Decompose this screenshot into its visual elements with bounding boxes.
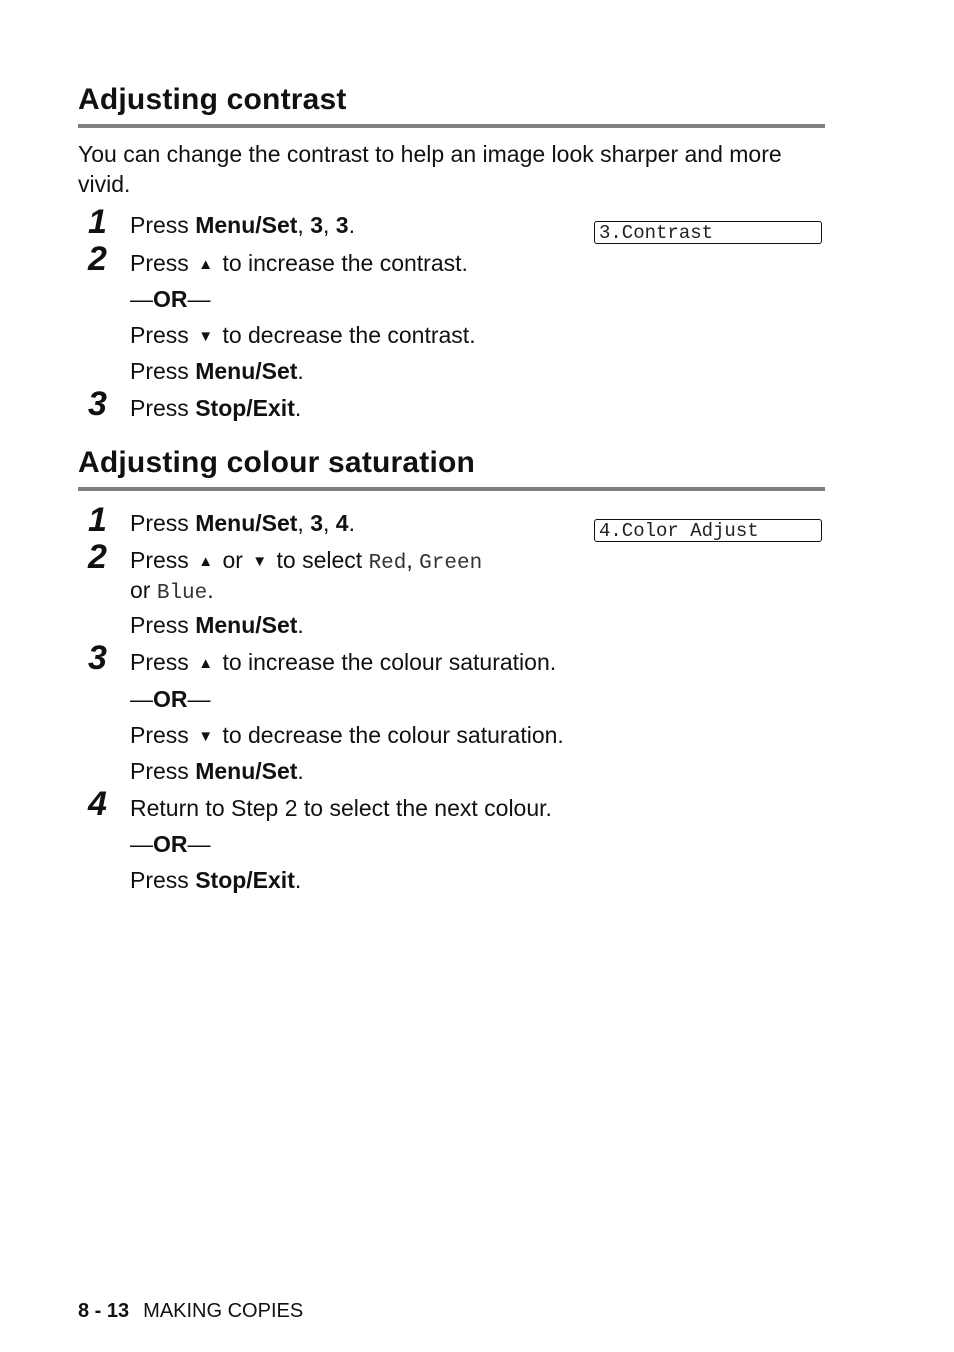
step-line: Return to Step 2 to select the next colour.: [130, 795, 552, 821]
down-arrow-icon: ▼: [198, 328, 214, 345]
step-number: 3: [88, 385, 107, 423]
page-footer: [78, 1300, 303, 1323]
step-line: Press Menu/Set.: [130, 358, 304, 384]
step-number: 1: [88, 501, 107, 539]
step-line: Press Menu/Set, 3, 4.: [130, 510, 355, 536]
lcd-display-color-adjust: 4.Color Adjust: [594, 519, 822, 542]
up-arrow-icon: ▲: [198, 655, 214, 672]
step-line: or Blue.: [130, 577, 214, 605]
section-name: MAKING COPIES: [143, 1300, 304, 1322]
step-number: 1: [88, 203, 107, 241]
step-line: Press ▲ to increase the colour saturation.: [130, 649, 557, 675]
lcd-display-contrast: 3.Contrast: [594, 221, 822, 244]
step-number: 2: [88, 240, 107, 278]
step-line: Press ▲ to increase the contrast.: [130, 250, 468, 276]
down-arrow-icon: ▼: [252, 553, 268, 570]
page-number: 8 - 13: [78, 1300, 130, 1322]
intro-paragraph: You can change the contrast to help an image look sharper and more vivid.: [78, 141, 782, 197]
step-line: Press Menu/Set.: [130, 758, 304, 784]
heading-rule: [78, 124, 825, 128]
step-line: Press Stop/Exit.: [130, 867, 302, 893]
step-line: Press Menu/Set.: [130, 612, 304, 638]
or-separator: —OR—: [130, 686, 211, 712]
or-separator: —OR—: [130, 286, 211, 312]
up-arrow-icon: ▲: [198, 553, 214, 570]
step-line: Press ▼ to decrease the colour saturation.: [130, 722, 564, 748]
step-line: Press ▼ to decrease the contrast.: [130, 322, 476, 348]
heading-rule: [78, 487, 825, 491]
step-number: 3: [88, 639, 107, 677]
step-line: Press ▲ or ▼ to select Red, Green: [130, 547, 483, 575]
step-number: 4: [88, 785, 107, 823]
up-arrow-icon: ▲: [198, 256, 214, 273]
section-heading-saturation: Adjusting colour saturation: [78, 446, 476, 479]
section-heading-contrast: Adjusting contrast: [78, 83, 347, 116]
step-line: Press Menu/Set, 3, 3.: [130, 212, 355, 238]
step-line: Press Stop/Exit.: [130, 395, 302, 421]
or-separator: —OR—: [130, 831, 211, 857]
down-arrow-icon: ▼: [198, 728, 214, 745]
step-number: 2: [88, 538, 107, 576]
